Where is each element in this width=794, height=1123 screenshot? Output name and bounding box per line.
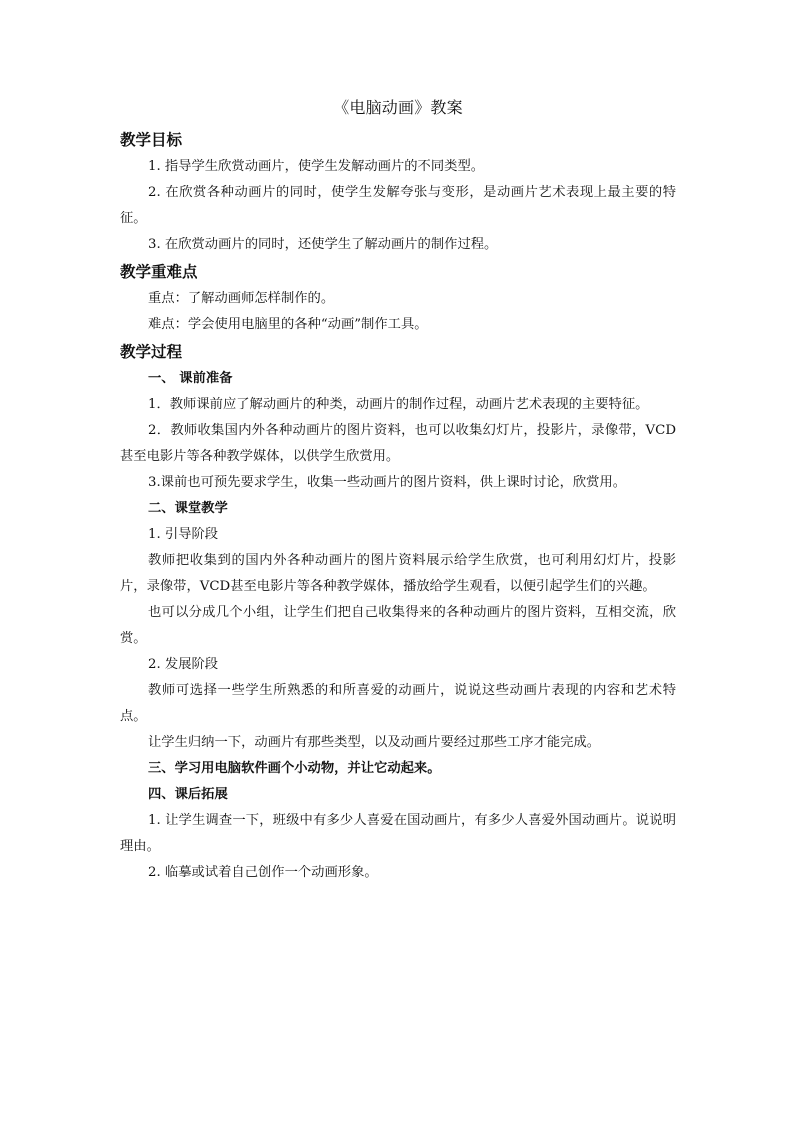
section-heading-process: 教学过程 (120, 343, 183, 361)
process-item: 3.课前也可预先要求学生，收集一些动画片的图片资料，供上课时讨论，欣赏用。 (148, 475, 627, 490)
process-part-heading: 三、学习用电脑软件画个小动物，并让它动起来。 (148, 761, 441, 776)
process-paragraph: 教师把收集到的国内外各种动画片的图片资料展示给学生欣赏，也可利用幻灯片，投影片，录像带，VCD甚至电影片等各种教学媒体，播放给学生观看，以便引起学生们的兴趣。 (120, 553, 676, 594)
process-part-heading: 一、 课前准备 (148, 371, 233, 386)
process-part-heading: 四、课后拓展 (148, 787, 228, 802)
key-point-item: 难点：学会使用电脑里的各种“动画”制作工具。 (148, 317, 428, 332)
process-paragraph: 让学生归纳一下，动画片有那些类型，以及动画片要经过那些工序才能完成。 (148, 735, 601, 750)
key-point-item: 重点：了解动画师怎样制作的。 (148, 291, 335, 306)
process-item: 1．教师课前应了解动画片的种类，动画片的制作过程，动画片艺术表现的主要特征。 (148, 397, 649, 412)
process-paragraph: 教师可选择一些学生所熟悉的和所喜爱的动画片，说说这些动画片表现的内容和艺术特点。 (120, 683, 676, 724)
document-body (120, 94, 676, 886)
objective-item: 2. 在欣赏各种动画片的同时，使学生发解夸张与变形，是动画片艺术表现上最主要的特征。 (120, 185, 676, 226)
stage-label: 1. 引导阶段 (148, 527, 219, 542)
objective-item: 1. 指导学生欣赏动画片，使学生发解动画片的不同类型。 (148, 159, 485, 174)
section-heading-key-points: 教学重难点 (120, 263, 198, 281)
objective-item: 3. 在欣赏动画片的同时，还使学生了解动画片的制作过程。 (148, 237, 498, 252)
process-part-heading: 二、课堂教学 (148, 501, 228, 516)
process-paragraph: 也可以分成几个小组，让学生们把自己收集得来的各种动画片的图片资料，互相交流，欣赏。 (120, 605, 676, 646)
stage-label: 2. 发展阶段 (148, 657, 219, 672)
extension-item: 1. 让学生调查一下，班级中有多少人喜爱在国动画片，有多少人喜爱外国动画片。说说明理由。 (120, 813, 676, 854)
extension-item: 2. 临摹或试着自己创作一个动画形象。 (148, 865, 378, 880)
process-item: 2．教师收集国内外各种动画片的图片资料，也可以收集幻灯片，投影片，录像带，VCD甚至电影片等各种教学媒体，以供学生欣赏用。 (120, 423, 676, 464)
section-heading-objectives: 教学目标 (120, 131, 183, 149)
document-title: 《电脑动画》教案 (333, 98, 463, 117)
